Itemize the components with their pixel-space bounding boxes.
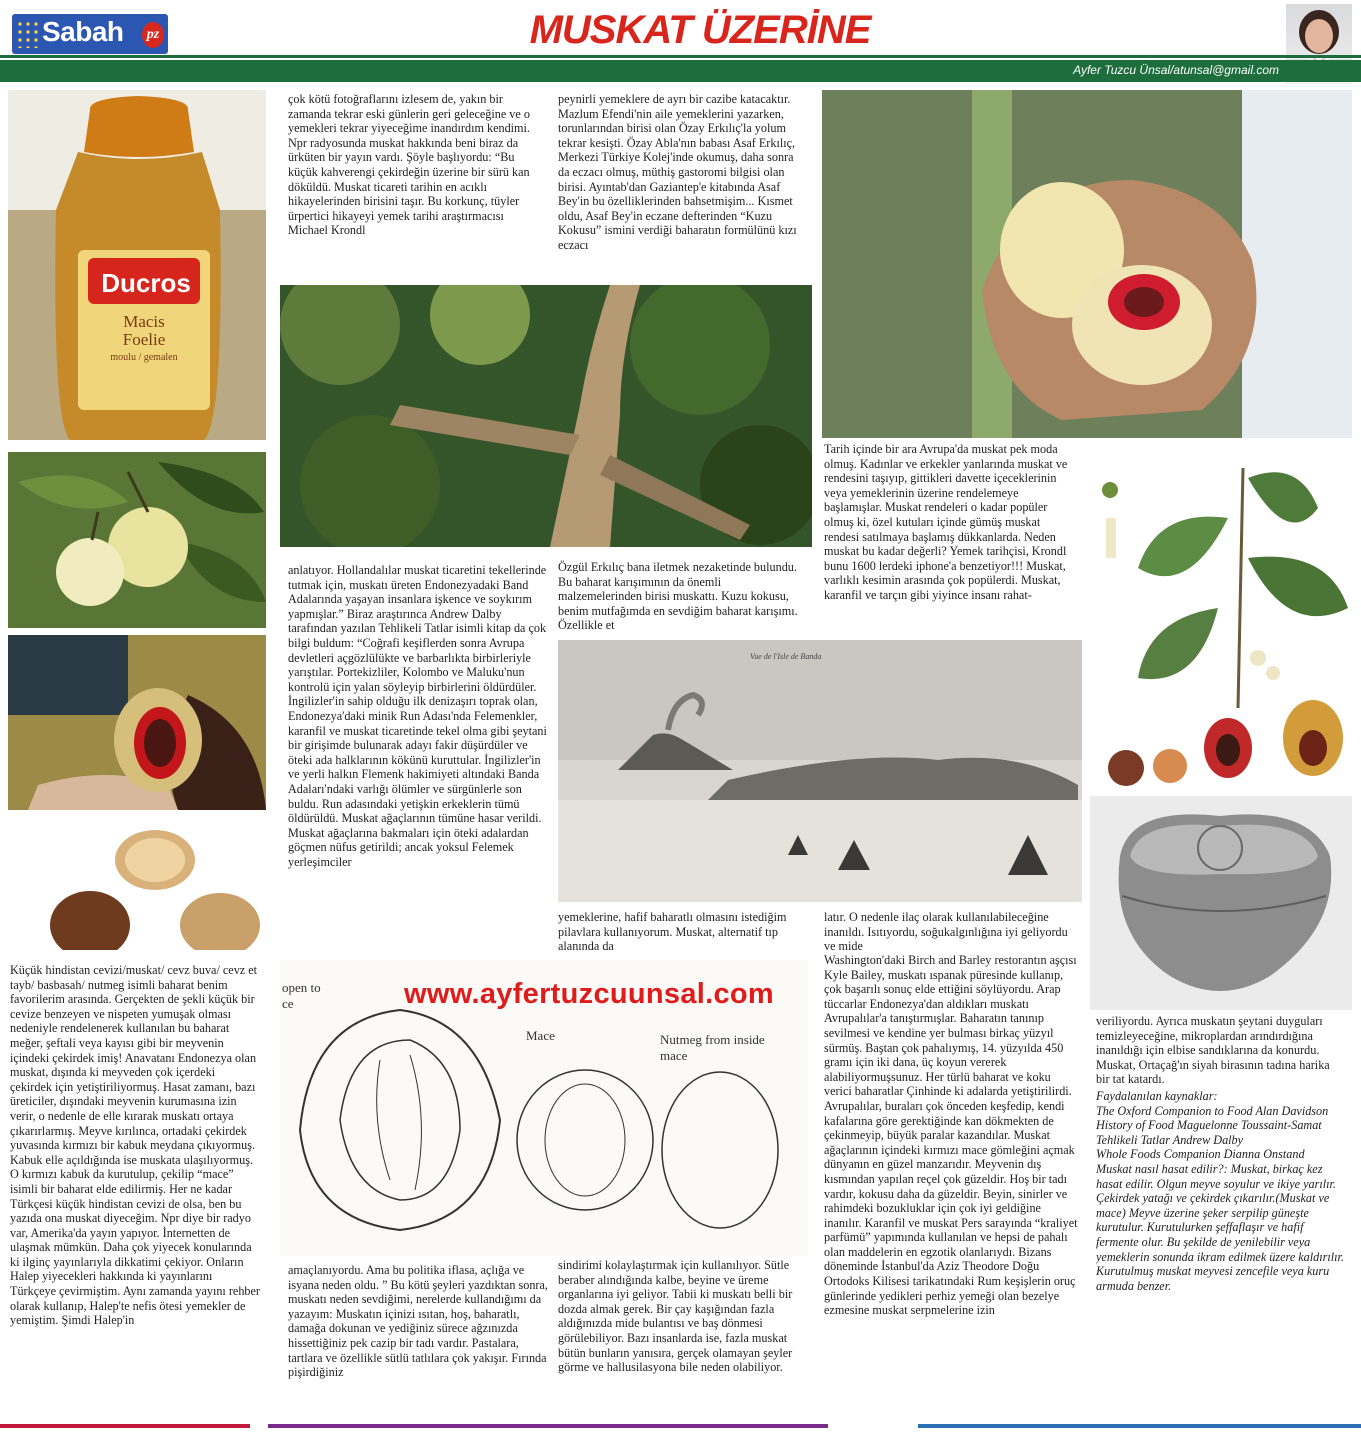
banda-island-engraving bbox=[558, 640, 1082, 902]
footer-rule-red bbox=[0, 1424, 250, 1428]
engraving-caption: Vue de l'Isle de Banda bbox=[750, 652, 822, 661]
jar-label-macis: Macis bbox=[123, 312, 165, 331]
article-column-3d bbox=[558, 1258, 810, 1408]
article-column-2c bbox=[288, 1263, 550, 1413]
page-title: MUSKAT ÜZERİNE bbox=[529, 8, 871, 52]
article-text-col1: Küçük hindistan cevizi/muskat/ cevz buva/ cevz et tayb/ basbasah/ nutmeg isimli baharat benim favorilerim arasında. Gerçekten de şekli küçük bir cevize benzeyen ve nispeten yumuşak olması nedeniyle rendelenerek kullanılan bu baharat meğer, şeftali veya kayısı gibi bir meyvenin içindeki çekirdek imiş! Anavatanı Endonezya olan muskat, dışında ki meyveden çok içerdeki çekirdek için yetiştiriliyormuş. Hasat zamanı, bazı üreticiler, dışındaki meyvenin kurumasına izin verir, o nedenle de elle kırarak muskatı ortaya çıkarırlarmış. Meyve kırılınca, ortadaki çekirdek yuvasında kırmızı bir kabuk meydana çıkıyormuş. Kabuk elle açıldığında ise muskata ulaşılıyormuş. O kırmızı kabuk da kurutulup, çekilip “mace” isimli bir baharat elde edilirmiş. Her ne kadar Türkçesi küçük hindistan cevizi de olsa, ben bu yazıda ona muskat diyeceğim. Npr diye bir radyo var, Amerika'da yayın yapıyor. İnternetten de ulaşmak mümkün. Daha çok yiyecek konularında ki ilginç yayınlarıyla dikkatimi çekiyor. Onların Halep yiyecekleri hakkında ki yayınlarını Türkçeye çevirmiştim. Aynı zamanda yayını rehber olarak kullanıp, Halep'te nefis ötesi yemekler de yemiştim. Şimdi Halep'in bbox=[10, 963, 260, 1328]
harvest-note: Muskat nasıl hasat edilir?: Muskat, birkaç kez hasat edilir. Olgun meyve soyulur ve ikiye yarılır. Çekirdek yatağı ve çekirdek çıkarılır.(Muskat ve mace) Meyve üzerine şeker serpilip güneşte kurutulur. Kurutulurken şeffaflaşır ve hafif fermente olur. Bu şekilde de yenilebilir veya yemeklerin sonunda ikram edilmek üzere kaldırılır. Kurutulmuş muskat meyvesi zencefile veya kuru armuda benzer. bbox=[1096, 1161, 1344, 1293]
silver-nutmeg-grater-box-photo bbox=[1090, 796, 1352, 1010]
website-url[interactable]: www.ayfertuzcuunsal.com bbox=[404, 978, 775, 1010]
jar-brand: Ducros bbox=[101, 268, 191, 298]
article-text-col3b: Özgül Erkılıç bana iletmek nezaketinde bulundu. Bu baharat karışımının da önemli malzemelerinden birisi muskattı. Kuzu kokusu, benim mutfağımda en sevdiğim baharat karışımı. Özellikle et bbox=[558, 560, 798, 633]
drawing-label-nutmeg-mace: mace bbox=[660, 1048, 688, 1063]
article-column-4a bbox=[824, 442, 1078, 634]
article-text-col2a: çok kötü fotoğraflarını izlesem de, yakın bir zamanda tekrar eski günlerin geri geleceğine ve o yemekleri tekrar yiyeceğime inandırdım kendimi. Npr radyosunda muskat hakkında beni biraz da ürküten bir yayın vardı. Şöyle başlıyordu: “Bu küçük kahverengi çekirdeğin üzerine bir sürü kan döküldü. Muskat ticareti tarihin en acıklı hikayelerinden birisini taşır. Bu korkunç, tüyler ürpertici hikayeyi yemek tarihi araştırmacısı Michael Krondl bbox=[288, 92, 530, 238]
logo-text: Sabah bbox=[42, 16, 124, 47]
opened-nutmeg-fruit-photo bbox=[822, 90, 1352, 438]
article-text-col5a: veriliyordu. Ayrıca muskatın şeytani duyguları temizleyeceğine, mikroplardan arındırdığına inanıldığı için elbise sandıklarına da konurdu. Muskat, Ortaçağ'ın siyah birasının tadına harika bir tat katardı. bbox=[1096, 1014, 1330, 1087]
drawing-label-mace: Mace bbox=[526, 1028, 555, 1043]
article-text-col3d: sindirimi kolaylaştırmak için kullanılıyor. Sütle beraber alındığında kalbe, beyine ve üreme organlarına iyi geliyor. Tabii ki muskatı belli bir dozda almak gerek. Bir çay kaşığından fazla aldığınızda mide bulantısı ve baş dönmesi görülebiliyor. Bazı insanlarda ise, fazla muskat bütün bunların yanısıra, gerçek olamayan şeyler görme ve hallusilasyona bile neden olabiliyor. bbox=[558, 1258, 793, 1375]
reference-item: History of Food Maguelonne Toussaint-Samat bbox=[1096, 1118, 1322, 1133]
sabah-logo bbox=[12, 14, 168, 54]
jar-label-ground: moulu / gemalen bbox=[110, 352, 178, 363]
footer-rule-blue bbox=[918, 1424, 1361, 1428]
article-text-col2b: anlatıyor. Hollandalılar muskat ticaretini tekellerinde tutmak için, muskatı üreten Endonezyadaki Band Adalarında yaşayan insanlara işkence ve soykırım yapmışlar.” Biraz araştırınca Andrew Dalby tarafından yazılan Tehlikeli Tatlar isimli kitap da çok bilgi buldum: “Coğrafi keşiflerden sonra Avrupa devletleri açgözlülükte ve barbarlıkta birbirleriyle yarıştılar. Portekizliler, Kolombo ve Maluku'nun kontrolü için yalan söyleyip birbirlerini öldürdüler. İngilizler'in sahip olduğu ilk denizaşırı toprak olan, Endonezya'daki minik Run Adası'nda Felemenkler, karanfil ve muskat ticaretinde tekel olma gibi şeytani bir girişimde bulunarak adayı fakir düşürdüler ve öteki ada halklarının kökünü kuruttular. İngilizler'in ve yerli halkın Flemenk hakimiyeti altındaki Banda Adaları'ndaki varlığı ölümler ve sürgünlerle son buldu. Run adasındaki yetişkin erkeklerin tümü öldürüldü. Muskat ağaçlarının tümüne hasar verildi. Muskat ağaçlarına bakmaları için öteki adalardan göçmen nüfus getirildi; ancak yoksul Felemek yerleşimciler bbox=[288, 563, 547, 869]
article-column-4c bbox=[824, 953, 1078, 1409]
article-column-4b bbox=[824, 910, 1078, 954]
nutmeg-tree-photo bbox=[280, 285, 812, 547]
author-byline: Ayfer Tuzcu Ünsal/atunsal@gmail.com bbox=[1073, 63, 1279, 77]
ducros-mace-jar-photo bbox=[8, 90, 266, 440]
references-title: Faydalanılan kaynaklar: bbox=[1096, 1088, 1218, 1103]
article-text-col3a: peynirli yemeklere de ayrı bir cazibe katacaktır. Mazlum Efendi'nin aile yemeklerini yazarken, torunlarından birisi olan Özay Erkılıç'la yolum tekrar kesişti. Özay Abla'nın babası Asaf Erkılıç, Merkezi Türkiye Kolej'inde okumuş, daha sonra da eczacı olmuş, müthiş gastoromi bilgisi olan birisi. Ayıntab'dan Gaziantep'e kitabında Asaf Bey'in bu özelliklerinden bahsetmişim... Kısmet oldu, Asaf Bey'in eczane defterinden “Kuzu Kokusu” ismini verdiği baharatın formülünü kızı eczacı bbox=[558, 92, 797, 252]
nutmeg-botanical-illustration bbox=[1098, 448, 1354, 788]
article-column-2a bbox=[288, 92, 540, 276]
whole-nutmeg-seeds-photo bbox=[50, 815, 266, 950]
article-text-col3c: yemeklerine, hafif baharatlı olmasını istediğim pilavlara kullanıyorum. Muskat, alternatif tıp alanında da bbox=[558, 910, 787, 954]
logo-badge: pz bbox=[142, 22, 164, 48]
drawing-label-nutmeg: Nutmeg from inside bbox=[660, 1032, 765, 1047]
logo-stars-icon bbox=[16, 20, 38, 48]
drawing-label-open: open to bbox=[282, 980, 321, 995]
article-column-2b bbox=[288, 563, 550, 953]
reference-item: Tehlikeli Tatlar Andrew Dalby bbox=[1096, 1132, 1244, 1147]
article-column-3a bbox=[558, 92, 808, 284]
footer-rule-purple bbox=[268, 1424, 828, 1428]
article-text-col4c: Washington'daki Birch and Barley restorantın aşçısı Kyle Bailey, muskatı ıspanak püresinde kullanıp, çok başarılı sonuç elde ettiğini söylüyordu. Arap tüccarlar Endonezya'dan aldıkları muskatı Avrupalılar'a tanıştırmışlar. Baharatın tanınıp sevilmesi ve kendine yer bulması birkaç yüzyıl sürmüş. Baştan çok pahalıymış, 14. yüzyılda 450 gramı için iki dana, üç koyun vererek alabiliyormuşsunuz. Her türlü baharat ve koku verici baharatlar Çinhinde ki adalarda yetiştirilirdi. Avrupalılar, buraları çok önceden keşfedip, kendi kafalarına göre gerektiğinde kan dökmekten de çekinmeyip, büyük paralar kazandılar. Muskat ağaçlarının içindeki kırmızı mace gömleğini açmak dünyanın en güzel manzarıdır. Meyvenin dış kısmından yapılan reçel çok güzeldir. Hoş bir tadı vardır, kokusu daha da güzeldir. Beyin, sinirler ve rahimdeki bozukluklar için çok iyi geldiğine inanılır. Karanfil ve muskat Pers sarayında “kraliyet parfümü” yapımında kullanılan ve hepsi de pahalı olan maddelerin en egzotik olanlarıydı. Bizans döneminde İstanbul'da Aziz Theodore Doğu Ortodoks Kilisesi tarikatındaki Rum keşişlerin oruç günlerinde yedikleri perhiz yemeği olan bezelye ezmesine muskat serpmelerine izin bbox=[824, 953, 1078, 1318]
reference-item: Whole Foods Companion Dianna Onstand bbox=[1096, 1147, 1305, 1162]
article-text-col2c: amaçlanıyordu. Ama bu politika iflasa, açlığa ve isyana neden oldu. ” Bu kötü şeyleri yazdıktan sonra, muskatı neden sevdiğimi, nerelerde kullandığımı da yazayım: Muskatın içinizi ısıtan, hoş, baharatlı, damağa dokunan ve yediğiniz sürece ağzınızda hissettiğiniz pek cazip bir tadı vardır. Pastalara, tartlara ve özellikle sütlü tatlılara çok yakışır. Fırında pişirdiğiniz bbox=[288, 1263, 548, 1380]
jar-label-foelie: Foelie bbox=[122, 330, 166, 349]
article-text-col4b: latır. O nedenle ilaç olarak kullanılabileceğine inanıldı. Isıtıyordu, soğukalgınlığına iyi geliyordu ve mide bbox=[824, 910, 1068, 954]
article-column-1 bbox=[10, 963, 260, 1403]
article-column-5 bbox=[1096, 1014, 1344, 1414]
reference-item: The Oxford Companion to Food Alan Davidson bbox=[1096, 1103, 1329, 1118]
nutmeg-fruit-on-branch-photo bbox=[8, 452, 266, 628]
article-text-col4a: Tarih içinde bir ara Avrupa'da muskat pek moda olmuş. Kadınlar ve erkekler yanlarında muskat ve rendesini taşıyıp, gittikleri davette içeceklerinin veya yemeklerinin üzerine rendelemeye başlamışlar. Muskat rendeleri o kadar popüler olmuş ki, özel kutuları içinde gümüş muskat rendesi satılmaya başlamış dükkanlarda. Neden muskat bu kadar değerli? Yemek tarihçisi, Krondl bunu 1600 lerdeki iphone'a benzetiyor!!! Muskat, varlıklı kesimin arasında çok popülerdi. Muskat, karanfil ve tarçın gibi yiyince insanı rahat- bbox=[824, 442, 1068, 602]
header-rule-thin bbox=[0, 55, 1361, 58]
article-column-3b bbox=[558, 560, 808, 634]
nutmeg-with-mace-in-hand-photo bbox=[8, 635, 266, 810]
article-column-3c bbox=[558, 910, 808, 954]
drawing-label-ce: ce bbox=[282, 996, 294, 1011]
